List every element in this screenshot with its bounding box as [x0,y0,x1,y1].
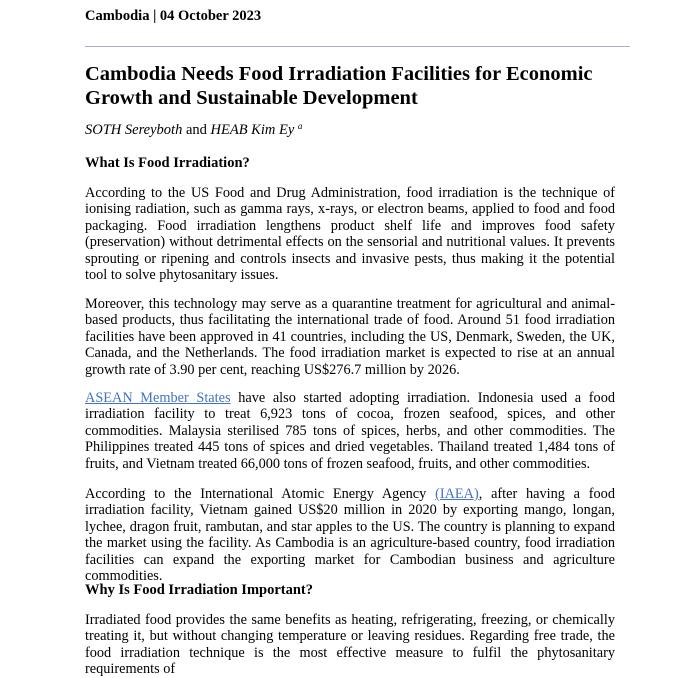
paragraph: Moreover, this technology may serve as a quarantine treatment for agricultural and animal-based products, thus facilitating the international trade of food. Around 51 food irradiation facilities have been approved in 41 countries, including the US, Denmark, Sweden, the UK, Canada, and the Netherlands. The food irradiation market is expected to rise at an annual growth rate of 3.90 per cent, reaching US$276.7 million by 2026. [85,296,615,378]
paragraph-text: , after having a food irradiation facility, Vietnam gained US$20 million in 2020 by exporting mango, longan, lychee, dragon fruit, rambutan, and star apples to the US. The country is planning to expand the market using the facility. As Cambodia is an agriculture-based country, food irradiation facilities can expand the exporting market for Cambodian business and agriculture commodities. [85,486,615,585]
dateline: Cambodia | 04 October 2023 [85,8,262,24]
section-heading-what-is: What Is Food Irradiation? [85,155,250,171]
paragraph-text: have also started adopting irradiation. Indonesia used a food irradiation facility to treat 6,923 tons of cocoa, frozen seafood, spices, and other commodities. Malaysia sterilised 785 tons of spices, herbs, and other commodities. The Philippines treated 445 tons of spices and dried vegetables. Thailand treated 1,484 tons of fruits, and Vietnam treated 66,000 tons of frozen seafood, fruits, and other commodities. [85,390,615,472]
author-name: SOTH Sereyboth [85,122,183,138]
iaea-link[interactable]: (IAEA) [435,486,479,502]
affiliation-mark: a [297,121,303,131]
section-heading-why-important: Why Is Food Irradiation Important? [85,582,313,598]
asean-member-states-link[interactable]: ASEAN Member States [85,390,231,406]
paragraph [85,390,615,472]
article-title: Cambodia Needs Food Irradiation Facilities for Economic Growth and Sustainable Development [85,63,593,109]
paragraph: According to the US Food and Drug Administration, food irradiation is the technique of ionising radiation, such as gamma rays, x-rays, or electron beams, applied to food and food packaging. Food irradiation lengthens product shelf life and improves food safety (preservation) without detrimental effects on the sensorial and nutritional values. It prevents sprouting or ripening and controls insects and invasive pests, thus making it the potential tool to solve phytosanitary issues. [85,185,615,284]
author-conjunction: and [182,122,211,138]
paragraph-text: According to the International Atomic Energy Agency [85,486,436,502]
author-line [85,121,302,139]
header-divider [85,46,630,47]
paragraph: Irradiated food provides the same benefits as heating, refrigerating, freezing, or chemically treating it, but without changing temperature or leaving residues. Regarding free trade, the food irradiation technique is the most effective measure to fulfil the phytosanitary requirements of [85,612,615,678]
author-name: HEAB Kim Ey [210,122,295,138]
paragraph [85,486,615,584]
